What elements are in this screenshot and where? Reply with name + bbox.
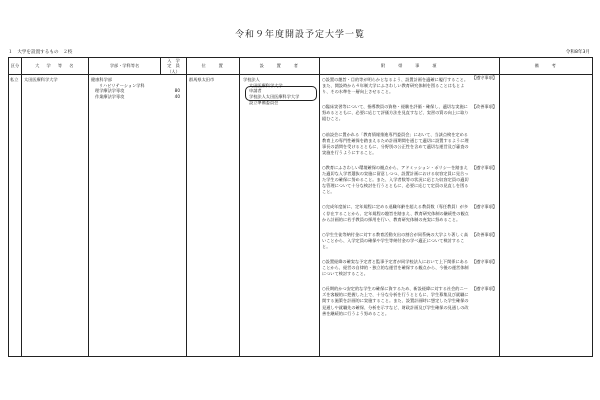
note-item [320,259,499,277]
notes-list [320,75,499,317]
department-capacity: 40 [174,94,180,100]
cell-location: 群馬県太田市 [187,75,240,357]
table-row [9,75,593,357]
founder-line: 設立準備委員会 [249,99,279,105]
cell-university: 太田医療科学大学 [22,75,89,357]
department-name: リハビリテーション学科 [99,82,145,88]
header-department: 学部・学科等名 [89,58,161,75]
note-text: ○設置経緯の確実な予定者と監事予定者が同学校法人において上下関係にあることから、経営の自律的・独立的な運営を確保する観点から、今後の運営体制について検討すること。 [322,258,469,277]
note-text: ○前設会に置かれる「教育情報推進専門委員会」において、当該点検を定める教育上の専門性確保を踏まえるため計画期間を通じて適切に設置するように理事長の諮問を受けるとともに、分野別の公正性を含めて適切な運営及び審査の実施を行うようにすること。 [322,131,469,155]
header-notes: 附 帯 事 項 [320,58,500,75]
note-tag: 【遵守事項】 [471,75,497,80]
cell-kubun: 私立 [9,75,22,357]
department-name: 作業療法学専攻 [95,94,125,100]
section-heading: １ 大学を設置するもの ２校 [8,50,73,55]
header-university: 大 学 等 名 [22,58,89,75]
header-row [9,58,593,75]
header-remarks: 備 考 [500,58,593,75]
department-name: 理学療法学専攻 [95,88,125,94]
note-text: ○完成年度前に、定年規程に定める退職年齢を超える教員数（専任教員）が多く存在することから、定年規程の趣旨を踏まえ、教育研究体制の継続性の観点から計画的に若手教員の採用を行い、教育研究体制の充実に努めること。 [322,204,469,222]
note-item [320,165,499,195]
note-text: ○長期的かつ安定的な学生の確保に資するため、新設経緯に対する社会的ニーズを客観的に把握した上で、十分な分析を行うとともに、学生募集及び就職に関する施策を計画的に実施すること。また、設置計画時に想定した学生確保の見通しや就職先の確保、分析を示すなど、財政計画及び学生確保の見通しの改善を継続的に行うよう努めること。 [322,286,469,316]
page-title: 令和９年度開設予定大学一覧 [234,30,365,40]
note-tag: 【遵守事項】 [471,286,497,292]
note-text: ○臨床実習等について、指導教員の資格・経験を評価・確保し、適切な実施に努めるとともに、必要に応じて評価方法を見直すなど、実習の質の向上に取り組むこと。 [322,104,469,122]
document-date: 令和8年3月 [565,50,590,55]
header-location: 位 置 [187,58,240,75]
note-tag: 【遵守事項】 [471,204,497,210]
note-item [320,232,499,250]
cell-department [89,75,187,357]
header-capacity-line2: 定 員 [167,63,180,69]
cell-remarks [500,75,593,357]
founder-line: 学校法人太田医療科学大学 [249,94,300,100]
header-capacity-line3: （人） [167,68,180,74]
founder-line: 学校法人 [243,77,260,82]
header-capacity [161,58,187,75]
department-list [91,77,186,100]
header-founder: 設 置 者 [240,58,320,75]
department-name: 健康科学部 [91,77,112,82]
founder-line: 太田医療科学大学 [249,82,283,88]
founder-block [242,77,317,105]
note-item [320,132,499,156]
note-item [320,204,499,222]
department-capacity: 80 [174,88,180,94]
cell-founder [240,75,320,357]
header-kubun: 区分 [9,58,22,75]
note-item [320,104,499,122]
note-item [320,75,499,95]
note-tag: 【遵守事項】 [471,164,497,170]
university-table [8,57,593,357]
note-tag: 【改善事項】 [471,231,497,237]
note-tag: 【改善事項】 [471,104,497,110]
note-tag: 【遵守事項】 [471,258,497,264]
cell-notes [320,75,500,357]
note-item [320,286,499,316]
note-text: ○教育にふさわしい環境確保の観点から、アドミッション・ポリシーを踏まえた適切な入学者選抜の実施に留意しつつ、設置計画における収容定員に見合った学生の確保に努めること。また、入学者数等の状況に応じた収容定員の適切な管理について十分な検討を行うとともに、必要に応じて定員の見直しを図ること。 [322,164,469,195]
note-text: ○設置の趣旨・目的等が明らかとなるよう、設置計画を適確に履行すること。また、開設時から４年制大学にふさわしい教育研究体制を図ることはもとより、その水準を一層向上させること。 [322,77,469,95]
header-capacity-line1: 入 学 [167,58,180,64]
note-text: ○学生生徒等納付金に対する教育活動支出の割合が同系統の大学より著しく高いことから、入学定員の確保や学生等納付金の学べ適正について検討すること。 [322,231,469,249]
founder-line: 申請者 [249,88,262,94]
department-row [91,94,186,100]
